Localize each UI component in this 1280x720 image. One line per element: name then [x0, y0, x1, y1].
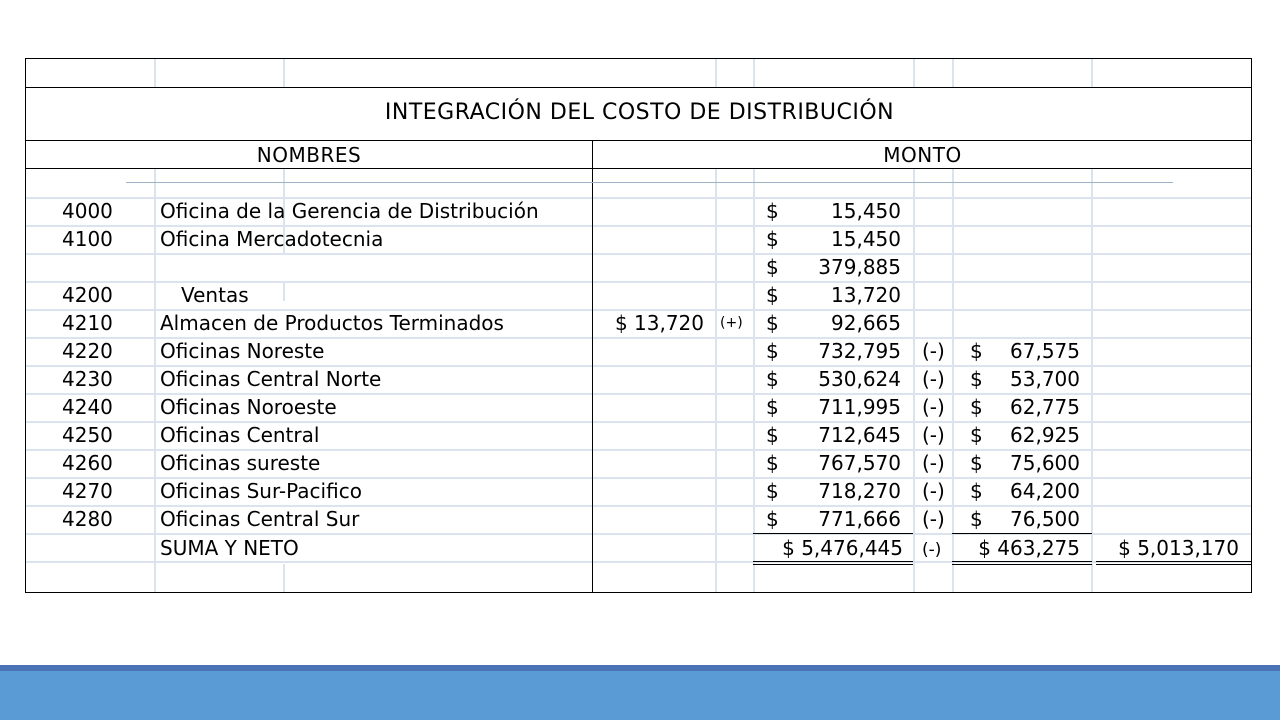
- row-deduction-currency: $: [970, 423, 983, 447]
- total-double-rule: [952, 564, 1092, 565]
- row-currency: $: [766, 367, 779, 391]
- spreadsheet-table: [25, 58, 1252, 593]
- row-code: 4210: [62, 311, 113, 335]
- row-code: 4220: [62, 339, 113, 363]
- gridline: [1091, 169, 1093, 593]
- border-line: [592, 140, 593, 593]
- row-name: Oficinas sureste: [160, 451, 321, 475]
- row-code: 4230: [62, 367, 113, 391]
- border-line: [26, 87, 1252, 88]
- row-currency: $: [766, 479, 779, 503]
- gridline: [952, 169, 954, 593]
- gridline: [154, 169, 156, 593]
- row-code: 4260: [62, 451, 113, 475]
- row-currency: $: [766, 311, 779, 335]
- row-amount: 92,665: [831, 311, 901, 335]
- row-name: Oficinas Noroeste: [160, 395, 337, 419]
- header-nombres: NOMBRES: [256, 143, 362, 167]
- row-code: 4270: [62, 479, 113, 503]
- row-deduction: 67,575: [1010, 339, 1080, 363]
- row-deduction-currency: $: [970, 479, 983, 503]
- row-operator: (-): [922, 395, 945, 419]
- row-name: Oficinas Central Sur: [160, 507, 360, 531]
- row-amount: 15,450: [831, 227, 901, 251]
- gridline: [1091, 59, 1093, 87]
- row-currency: $: [766, 339, 779, 363]
- row-name: Oficinas Sur-Pacifico: [160, 479, 362, 503]
- row-operator: (-): [922, 507, 945, 531]
- gridline: [913, 169, 915, 593]
- gridline: [283, 59, 285, 87]
- row-amount: 718,270: [818, 479, 901, 503]
- total-label: SUMA Y NETO: [160, 536, 299, 560]
- row-operator: (-): [922, 367, 945, 391]
- row-amount: 13,720: [831, 283, 901, 307]
- gridline: [283, 281, 285, 301]
- row-deduction-currency: $: [970, 395, 983, 419]
- row-operator: (-): [922, 479, 945, 503]
- sheet-title: INTEGRACIÓN DEL COSTO DE DISTRIBUCIÓN: [384, 100, 895, 125]
- row-deduction-currency: $: [970, 367, 983, 391]
- gridline: [753, 59, 755, 87]
- row-name: Oficinas Central Norte: [160, 367, 382, 391]
- row-currency: $: [766, 451, 779, 475]
- row-name: Ventas: [181, 283, 249, 307]
- row-amount: 732,795: [818, 339, 901, 363]
- row-currency: $: [766, 227, 779, 251]
- row-currency: $: [766, 507, 779, 531]
- row-operator: (-): [922, 451, 945, 475]
- row-amount: 771,666: [818, 507, 901, 531]
- gridline: [952, 59, 954, 87]
- total-double-rule: [753, 564, 913, 565]
- net-amount: $ 5,013,170: [1118, 536, 1239, 560]
- row-deduction: 62,925: [1010, 423, 1080, 447]
- row-code: 4100: [62, 227, 113, 251]
- row-amount: 712,645: [818, 423, 901, 447]
- row-pre-operator: (+): [720, 315, 743, 331]
- row-name: Oficinas Noreste: [160, 339, 325, 363]
- gridline: [715, 59, 717, 87]
- total-deduction: $ 463,275: [978, 536, 1080, 560]
- row-deduction-currency: $: [970, 507, 983, 531]
- gridline: [913, 59, 915, 87]
- gridline: [154, 59, 156, 87]
- total-operator: (-): [922, 540, 942, 560]
- gridline: [26, 253, 1252, 255]
- footer-band: [0, 665, 1280, 720]
- row-code: 4280: [62, 507, 113, 531]
- row-currency: $: [766, 199, 779, 223]
- header-monto: MONTO: [883, 143, 962, 167]
- row-deduction: 53,700: [1010, 367, 1080, 391]
- total-double-rule: [1096, 564, 1252, 565]
- row-operator: (-): [922, 423, 945, 447]
- row-currency: $: [766, 283, 779, 307]
- row-name: Almacen de Productos Terminados: [160, 311, 504, 335]
- row-code: 4200: [62, 283, 113, 307]
- row-currency: $: [766, 395, 779, 419]
- row-deduction: 76,500: [1010, 507, 1080, 531]
- row-code: 4250: [62, 423, 113, 447]
- row-deduction-currency: $: [970, 451, 983, 475]
- gridline: [753, 169, 755, 593]
- row-amount: 530,624: [818, 367, 901, 391]
- row-deduction: 75,600: [1010, 451, 1080, 475]
- row-amount: 711,995: [818, 395, 901, 419]
- row-name: Oficina de la Gerencia de Distribución: [160, 199, 539, 223]
- row-amount: 15,450: [831, 199, 901, 223]
- row-deduction: 64,200: [1010, 479, 1080, 503]
- row-code: 4000: [62, 199, 113, 223]
- total-amount: $ 5,476,445: [782, 536, 903, 560]
- row-amount: 767,570: [818, 451, 901, 475]
- gridline: [283, 564, 285, 593]
- row-pre-amount: $ 13,720: [614, 311, 704, 335]
- footer-band-edge: [0, 665, 1280, 671]
- row-currency: $: [766, 255, 779, 279]
- gridline: [715, 169, 717, 593]
- gridline: [126, 182, 1173, 183]
- row-name: Oficina Mercadotecnia: [160, 227, 384, 251]
- row-currency: $: [766, 423, 779, 447]
- row-amount: 379,885: [818, 255, 901, 279]
- row-name: Oficinas Central: [160, 423, 320, 447]
- row-deduction-currency: $: [970, 339, 983, 363]
- row-operator: (-): [922, 339, 945, 363]
- row-deduction: 62,775: [1010, 395, 1080, 419]
- row-code: 4240: [62, 395, 113, 419]
